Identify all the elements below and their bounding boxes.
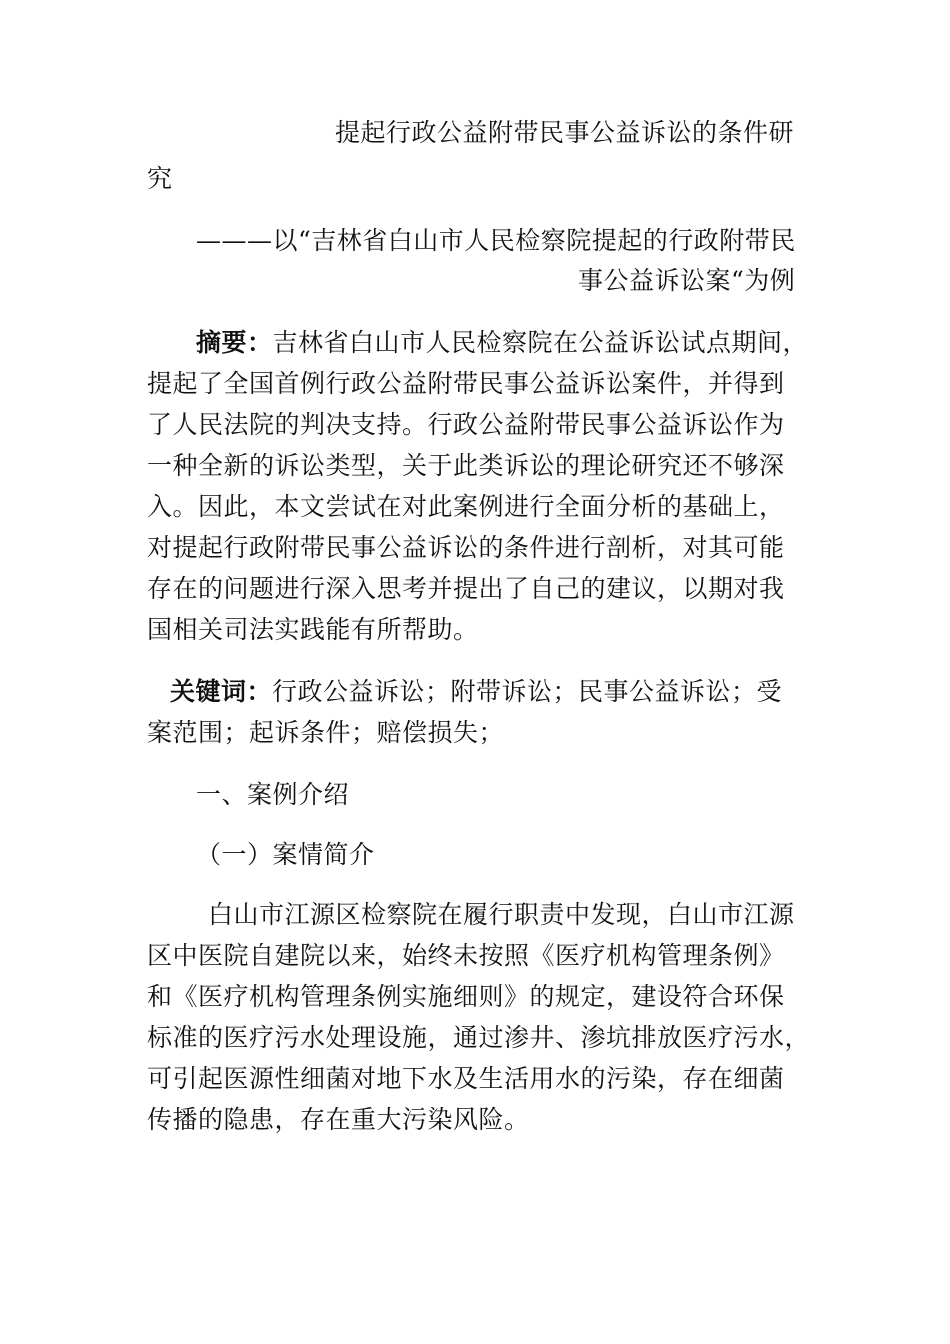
body-line: 区中医院自建院以来，始终未按照《医疗机构管理条例》 (147, 941, 785, 970)
subtitle-line-2: 事公益诉讼案“为例 (578, 266, 796, 295)
abstract-line: 提起了全国首例行政公益附带民事公益诉讼案件，并得到 (147, 369, 785, 398)
keywords-line: 案范围；起诉条件；赔偿损失； (147, 718, 505, 747)
abstract-text: 吉林省白山市人民检察院在公益诉讼试点期间， (272, 328, 809, 357)
section-heading: 一、案例介绍 (196, 780, 350, 809)
keywords-first-line (170, 675, 782, 709)
title-line-2: 究 (147, 164, 173, 193)
abstract-line: 入。因此，本文尝试在对此案例进行全面分析的基础上， (147, 492, 785, 521)
abstract-line: 存在的问题进行深入思考并提出了自己的建议，以期对我 (147, 574, 785, 603)
keywords-label: 关键词： (170, 677, 273, 706)
body-first-line: 白山市江源区检察院在履行职责中发现，白山市江源 (208, 900, 795, 929)
body-line: 和《医疗机构管理条例实施细则》的规定，建设符合环保 (147, 982, 785, 1011)
abstract-line: 国相关司法实践能有所帮助。 (147, 615, 479, 644)
abstract-label: 摘要： (196, 328, 273, 357)
body-line: 传播的隐患，存在重大污染风险。 (147, 1105, 530, 1134)
abstract-first-line (196, 326, 808, 360)
abstract-line: 了人民法院的判决支持。行政公益附带民事公益诉讼作为 (147, 410, 785, 439)
keywords-text: 行政公益诉讼；附带诉讼；民事公益诉讼；受 (272, 677, 783, 706)
title-line-1: 提起行政公益附带民事公益诉讼的条件研 (335, 118, 795, 147)
abstract-line: 一种全新的诉讼类型，关于此类诉讼的理论研究还不够深 (147, 451, 785, 480)
body-line: 标准的医疗污水处理设施，通过渗井、渗坑排放医疗污水， (147, 1023, 811, 1052)
abstract-line: 对提起行政附带民事公益诉讼的条件进行剖析，对其可能 (147, 533, 785, 562)
subsection-heading: （一）案情简介 (196, 840, 375, 869)
body-line: 可引起医源性细菌对地下水及生活用水的污染，存在细菌 (147, 1064, 785, 1093)
subtitle-line-1: ———以“吉林省白山市人民检察院提起的行政附带民 (196, 226, 796, 255)
